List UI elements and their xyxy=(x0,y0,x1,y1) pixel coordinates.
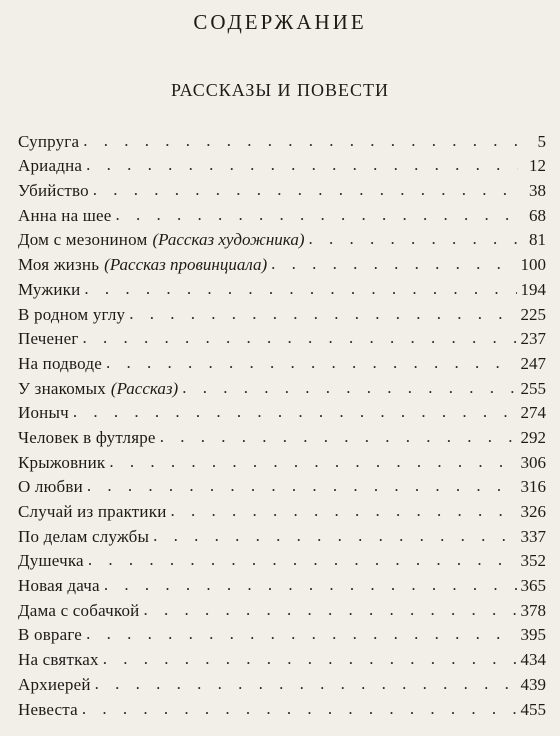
toc-entry xyxy=(18,522,546,547)
toc-entry-title: Ионыч xyxy=(18,403,69,423)
toc-entry-page-number: 12 xyxy=(529,156,546,176)
toc-entry xyxy=(18,473,546,498)
toc-entry-page-number: 439 xyxy=(520,674,546,694)
dot-leader xyxy=(84,279,516,299)
dot-leader xyxy=(143,600,516,620)
toc-entry-page-number: 434 xyxy=(520,650,546,670)
dot-leader xyxy=(171,501,517,521)
toc-entry-page-number: 81 xyxy=(529,230,546,250)
toc-entry-page-number: 395 xyxy=(520,625,546,645)
toc-entry xyxy=(18,399,546,424)
toc-entry xyxy=(18,325,546,350)
dot-leader xyxy=(103,649,517,669)
toc-entry-page-number: 365 xyxy=(520,576,546,596)
toc-entry-page-number: 255 xyxy=(520,378,546,398)
section-heading: РАССКАЗЫ И ПОВЕСТИ xyxy=(170,80,390,100)
toc-entry-page-number: 68 xyxy=(529,205,546,225)
toc-entry-page-number: 274 xyxy=(520,403,546,423)
toc-entry xyxy=(18,547,546,572)
toc-entry xyxy=(18,275,546,300)
toc-entry-title: Убийство xyxy=(18,181,89,201)
dot-leader xyxy=(87,476,517,496)
toc-entry-title: Невеста xyxy=(18,699,78,719)
toc-entry-page-number: 352 xyxy=(520,551,546,571)
dot-leader xyxy=(116,205,518,225)
dot-leader xyxy=(271,254,516,274)
dot-leader xyxy=(73,402,517,422)
toc-entry xyxy=(18,201,546,226)
toc-entry-title: Душечка xyxy=(18,551,84,571)
toc-entry-title: Печенег xyxy=(18,329,79,349)
dot-leader xyxy=(86,155,518,175)
toc-entry-title: В овраге xyxy=(18,625,83,645)
dot-leader xyxy=(104,575,517,595)
toc-entry xyxy=(18,670,546,695)
toc-entry-page-number: 337 xyxy=(520,526,546,546)
toc-entry xyxy=(18,596,546,621)
toc-entry-subtitle: (Рассказ художника) xyxy=(152,230,305,250)
dot-leader xyxy=(86,624,516,644)
dot-leader xyxy=(83,131,518,151)
toc-entry-title: Анна на шее xyxy=(18,205,112,225)
toc-entry-page-number: 378 xyxy=(520,600,546,620)
dot-leader xyxy=(109,452,516,472)
toc-entry xyxy=(18,226,546,251)
dot-leader xyxy=(160,427,517,447)
table-of-contents xyxy=(18,127,546,720)
toc-entry-page-number: 237 xyxy=(520,329,546,349)
toc-entry-page-number: 194 xyxy=(520,279,546,299)
toc-entry xyxy=(18,127,546,152)
toc-entry-page-number: 247 xyxy=(520,353,546,373)
toc-entry-page-number: 225 xyxy=(520,304,546,324)
dot-leader xyxy=(182,378,516,398)
toc-entry xyxy=(18,621,546,646)
toc-entry-title: Архиерей xyxy=(18,674,91,694)
toc-entry-page-number: 5 xyxy=(537,131,546,151)
toc-entry-subtitle: (Рассказ провинциала) xyxy=(104,255,268,275)
dot-leader xyxy=(153,526,516,546)
toc-entry-title: Новая дача xyxy=(18,576,100,596)
toc-entry xyxy=(18,176,546,201)
toc-entry-title: Человек в футляре xyxy=(18,427,156,447)
toc-entry-page-number: 38 xyxy=(529,181,546,201)
toc-entry-page-number: 316 xyxy=(520,477,546,497)
toc-entry-title: Дама с собачкой xyxy=(18,600,140,620)
dot-leader xyxy=(129,304,516,324)
toc-entry xyxy=(18,374,546,399)
toc-entry xyxy=(18,152,546,177)
toc-entry-title: Моя жизнь xyxy=(18,255,100,275)
toc-entry-title: В родном углу xyxy=(18,304,126,324)
toc-entry-title: Супруга xyxy=(18,131,80,151)
toc-entry xyxy=(18,423,546,448)
dot-leader xyxy=(83,328,517,348)
toc-entry-title: На подводе xyxy=(18,353,102,373)
toc-entry xyxy=(18,300,546,325)
dot-leader xyxy=(106,353,517,373)
toc-entry-title: По делам службы xyxy=(18,526,150,546)
toc-entry-page-number: 292 xyxy=(520,427,546,447)
toc-entry-page-number: 100 xyxy=(520,255,546,275)
dot-leader xyxy=(93,180,518,200)
dot-leader xyxy=(88,550,517,570)
dot-leader xyxy=(95,674,517,694)
toc-entry xyxy=(18,645,546,670)
toc-entry xyxy=(18,448,546,473)
toc-entry xyxy=(18,250,546,275)
toc-entry-title: Ариадна xyxy=(18,156,83,176)
dot-leader xyxy=(82,699,517,719)
toc-entry-subtitle: (Рассказ) xyxy=(110,378,179,398)
toc-entry-title: У знакомых xyxy=(18,378,106,398)
toc-entry-title: Мужики xyxy=(18,279,81,299)
toc-entry-title: О любви xyxy=(18,477,83,497)
dot-leader xyxy=(309,229,519,249)
toc-entry-title: Случай из практики xyxy=(18,502,167,521)
toc-entry xyxy=(18,497,546,522)
toc-entry-page-number: 306 xyxy=(520,452,546,472)
toc-entry-title: Крыжовник xyxy=(18,452,106,472)
toc-entry xyxy=(18,695,546,720)
contents-heading: СОДЕРЖАНИЕ xyxy=(193,10,367,34)
toc-entry xyxy=(18,571,546,596)
toc-entry-title: Дом с мезонином xyxy=(18,230,148,250)
toc-entry xyxy=(18,349,546,374)
toc-entry-title: На святках xyxy=(18,650,99,670)
toc-entry-page-number: 455 xyxy=(520,699,546,719)
toc-entry-page-number: 326 xyxy=(520,502,546,521)
